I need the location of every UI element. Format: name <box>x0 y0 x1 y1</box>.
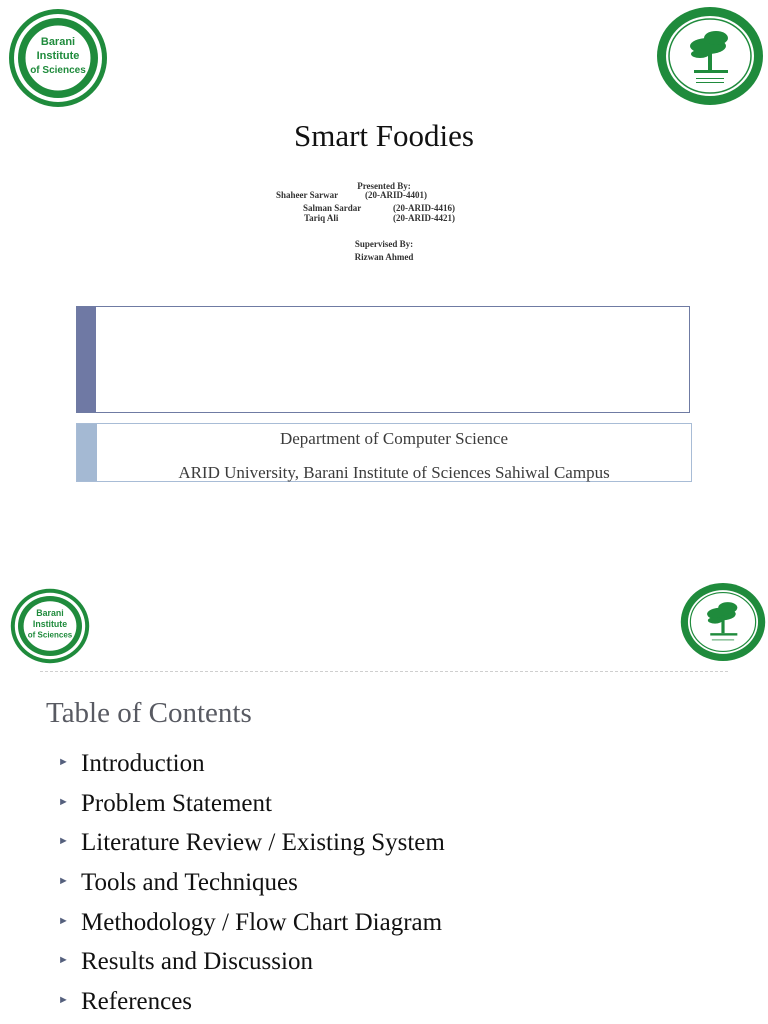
triangle-right-icon: ► <box>58 756 69 768</box>
toc-item <box>58 790 445 830</box>
svg-text:of Sciences: of Sciences <box>30 65 86 76</box>
presentation-title: Smart Foodies <box>294 118 474 153</box>
arid-agriculture-university-seal-icon <box>656 6 764 106</box>
student-name: Salman Sardar <box>303 203 362 213</box>
presented-by-label: Presented By: <box>357 181 411 191</box>
department-text: Department of Computer Science <box>279 429 508 448</box>
svg-text:of Sciences: of Sciences <box>27 630 73 640</box>
header-divider <box>40 671 728 672</box>
supervised-by-label: Supervised By: <box>354 239 414 249</box>
triangle-right-icon: ► <box>58 954 69 967</box>
student-id: (20-ARID-4421) <box>393 213 455 223</box>
toc-item <box>58 829 445 869</box>
student-id: (20-ARID-4416) <box>393 203 455 213</box>
barani-institute-seal-icon <box>8 8 108 108</box>
toc-item-label: Problem Statement <box>81 789 272 817</box>
toc-heading: Table of Contents <box>46 697 252 729</box>
toc-item-label: Tools and Techniques <box>81 869 298 897</box>
triangle-right-icon: ► <box>58 914 69 927</box>
triangle-right-icon: ► <box>58 875 69 888</box>
barani-institute-seal-icon <box>10 588 90 664</box>
toc-item-label: Methodology / Flow Chart Diagram <box>81 908 443 936</box>
toc-item <box>58 909 445 949</box>
arid-agriculture-university-seal-icon <box>680 580 766 664</box>
student-id: (20-ARID-4401) <box>365 190 427 200</box>
subtitle-box <box>76 423 692 482</box>
university-text: ARID University, Barani Institute of Sciences Sahiwal Campus <box>178 463 610 482</box>
svg-text:Barani: Barani <box>36 608 64 618</box>
toc-item-label: Introduction <box>81 750 205 777</box>
title-placeholder-box <box>76 306 690 413</box>
toc-item-label: References <box>81 988 193 1016</box>
accent-bar <box>77 307 96 412</box>
toc-item <box>58 869 445 909</box>
svg-text:Barani: Barani <box>40 36 76 48</box>
triangle-right-icon: ► <box>58 994 69 1007</box>
svg-text:Institute: Institute <box>36 50 80 62</box>
triangle-right-icon: ► <box>58 835 69 848</box>
toc-item-label: Literature Review / Existing System <box>81 829 445 857</box>
toc-item <box>58 988 445 1024</box>
student-name: Shaheer Sarwar <box>276 190 339 200</box>
toc-item-label: Results and Discussion <box>81 948 313 976</box>
triangle-right-icon: ► <box>58 795 69 808</box>
student-name: Tariq Ali <box>304 213 339 223</box>
toc-item <box>58 948 445 988</box>
toc-list <box>58 750 445 1024</box>
supervisor-name: Rizwan Ahmed <box>354 252 414 262</box>
table-of-contents-slide <box>0 576 768 1024</box>
svg-text:Institute: Institute <box>32 619 68 630</box>
accent-bar <box>77 424 97 481</box>
toc-item <box>58 750 445 790</box>
